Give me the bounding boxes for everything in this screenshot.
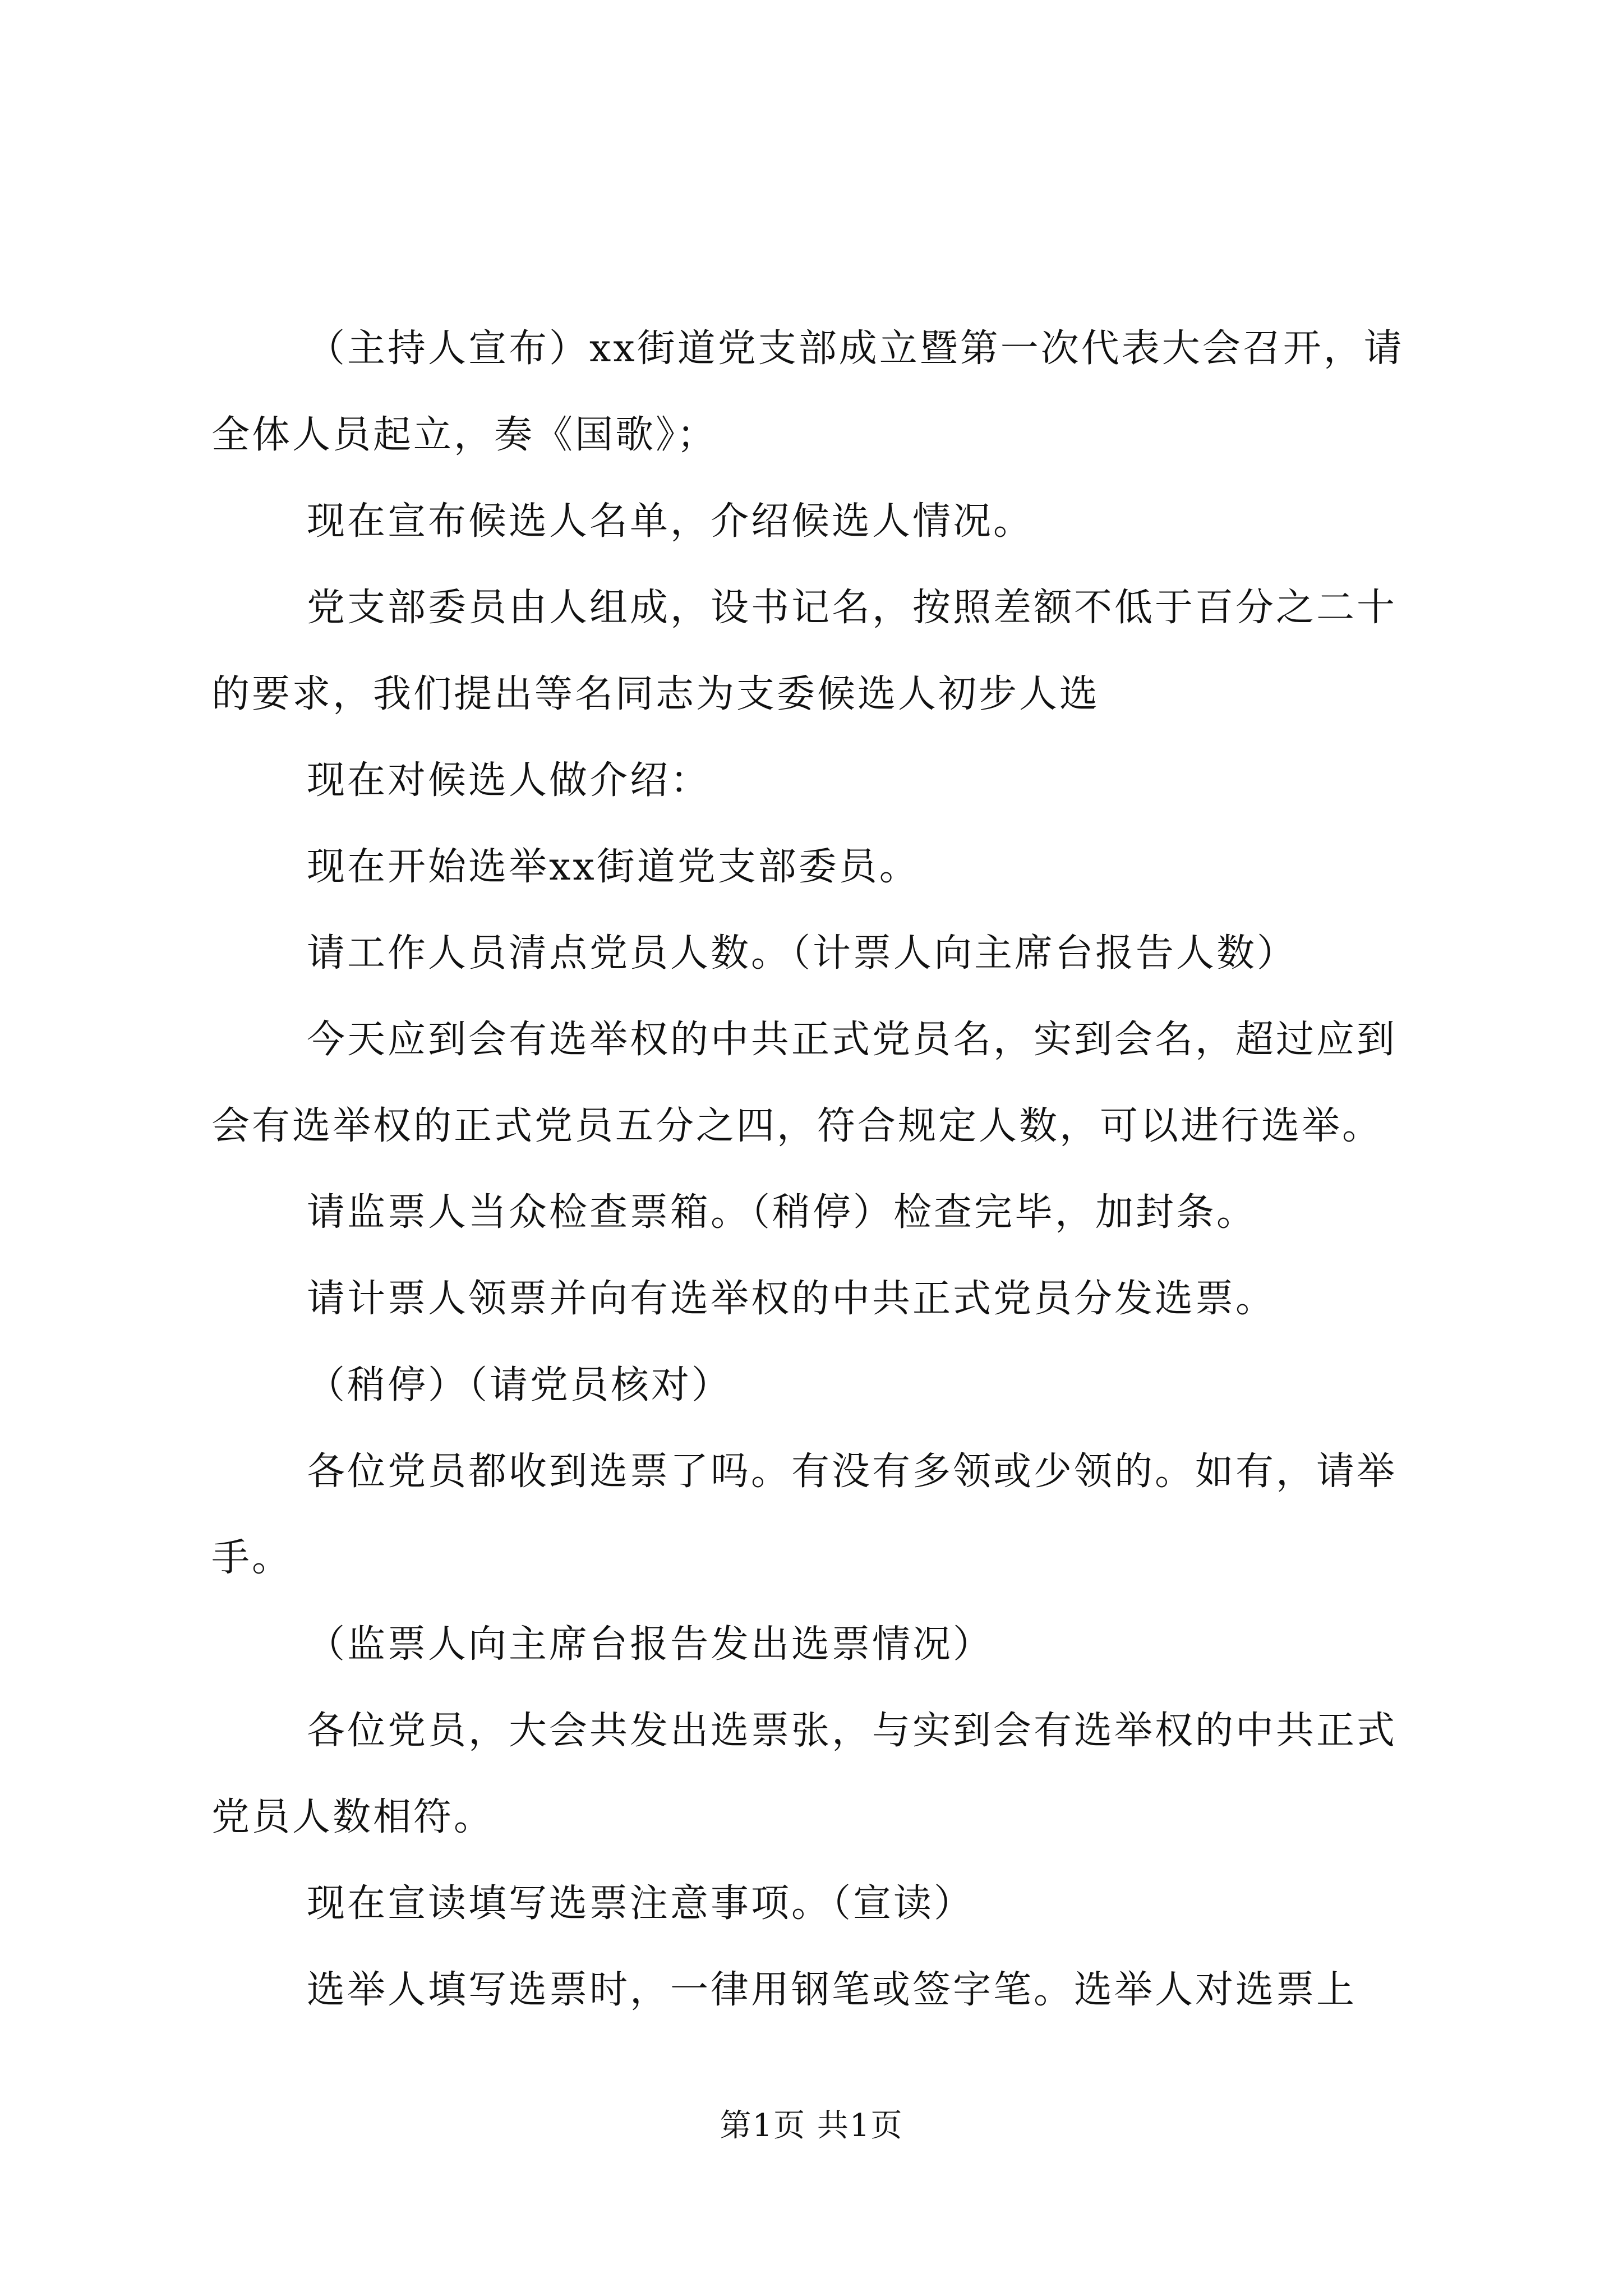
paragraph: （主持人宣布）xx街道党支部成立暨第一次代表大会召开，请全体人员起立，奏《国歌》； [211,326,1404,457]
paragraph: 请工作人员清点党员人数。（计票人向主席台报告人数） [307,931,1298,976]
document-body [211,306,1423,2033]
paragraph: （稍停）（请党员核对） [307,1363,732,1407]
paragraph: 各位党员都收到选票了吗。有没有多领或少领的。如有，请举手。 [211,1450,1398,1580]
page-footer: 第1页 共1页 [720,2108,903,2144]
paragraph: 选举人填写选票时，一律用钢笔或签字笔。选举人对选票上 [307,1968,1357,2012]
paragraph: 请计票人领票并向有选举权的中共正式党员分发选票。 [307,1277,1276,1321]
paragraph: 今天应到会有选举权的中共正式党员名，实到会名，超过应到会有选举权的正式党员五分之四，符合规定人数，可以进行选举。 [211,1018,1398,1148]
paragraph: （监票人向主席台报告发出选票情况） [307,1622,994,1667]
paragraph: 现在宣布候选人名单，介绍候选人情况。 [307,499,1034,544]
paragraph: 现在开始选举xx街道党支部委员。 [307,845,920,889]
paragraph: 各位党员，大会共发出选票张，与实到会有选举权的中共正式党员人数相符。 [211,1709,1398,1839]
paragraph: 请监票人当众检查票箱。（稍停）检查完毕，加封条。 [307,1190,1257,1235]
paragraph: 现在宣读填写选票注意事项。（宣读） [307,1881,975,1926]
paragraph: 党支部委员由人组成，设书记名，按照差额不低于百分之二十的要求，我们提出等名同志为支委候选人初步人选 [211,586,1398,716]
paragraph: 现在对候选人做介绍： [307,758,711,803]
